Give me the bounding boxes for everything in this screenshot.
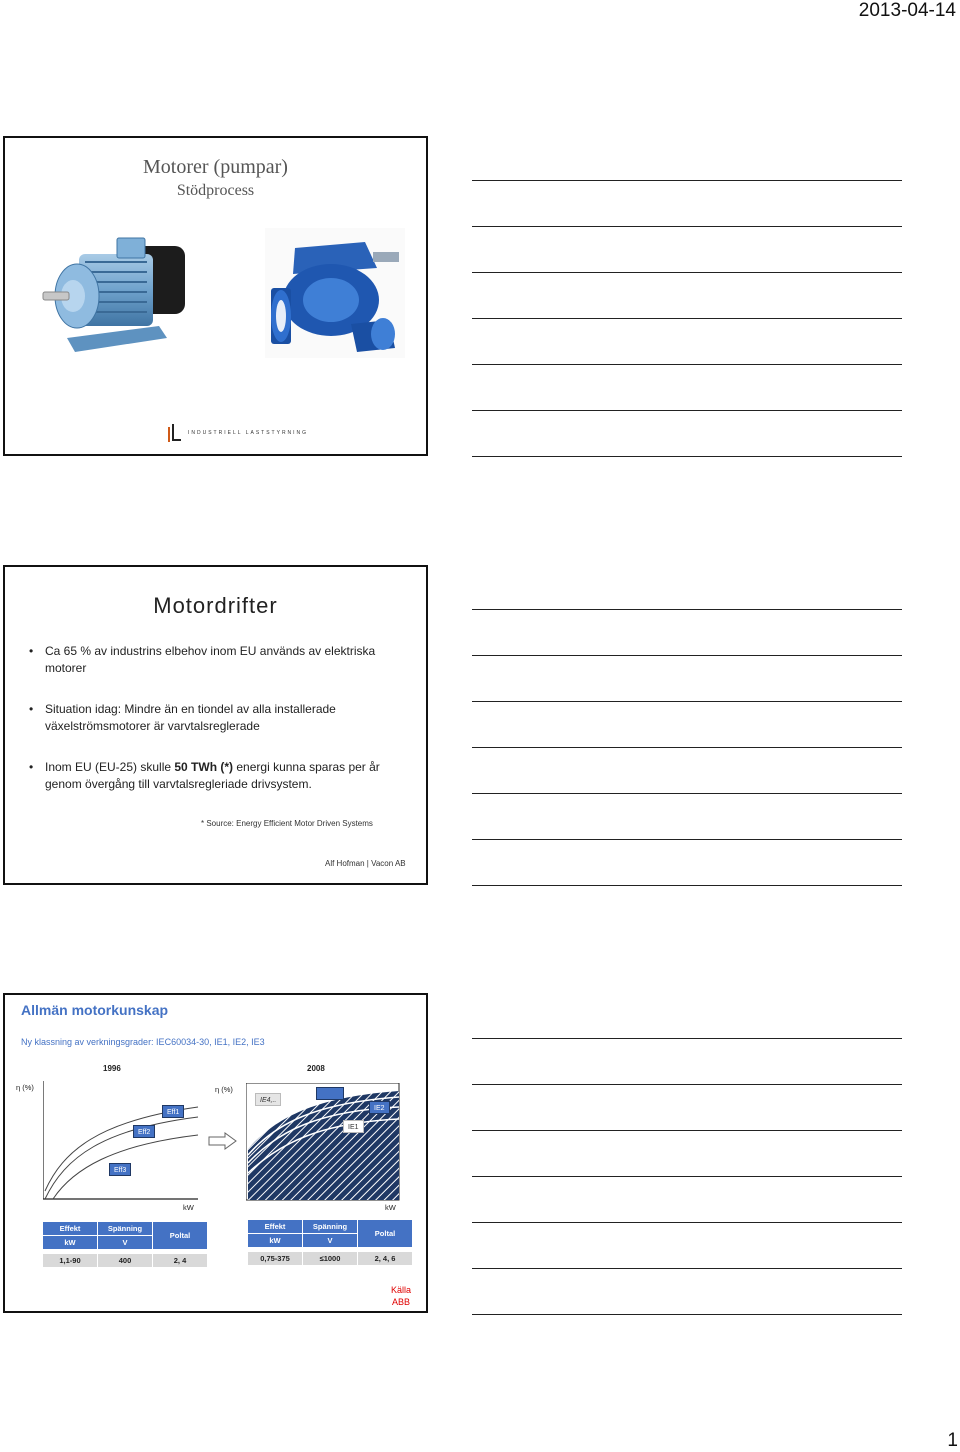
note-line [472, 609, 902, 610]
y-axis-label: η (%) [16, 1083, 34, 1092]
ie2-label: IE2 [369, 1101, 390, 1114]
centrifugal-pump-photo [265, 228, 405, 358]
note-line [472, 226, 902, 227]
note-line [472, 456, 902, 457]
header-cell: Spänning [98, 1222, 153, 1236]
note-line [472, 885, 902, 886]
ie4-label: IE4,.. [255, 1093, 281, 1106]
header-cell: kW [43, 1236, 98, 1250]
header-cell: Effekt [43, 1222, 98, 1236]
note-line [472, 272, 902, 273]
bullet-list [29, 643, 414, 817]
year-1996: 1996 [103, 1064, 121, 1073]
arrow-right-icon [208, 1132, 238, 1150]
note-line [472, 410, 902, 411]
header-cell: V [303, 1234, 358, 1248]
x-axis-label: kW [385, 1203, 396, 1212]
note-line [472, 180, 902, 181]
efficiency-chart-1996 [43, 1081, 199, 1201]
eff1-label: Eff1 [162, 1105, 184, 1118]
source-label: Källa ABB [391, 1285, 412, 1307]
logo-mark-icon [168, 424, 182, 442]
note-line [472, 318, 902, 319]
page-number: 1 [947, 1430, 958, 1451]
bullet-item: • Situation idag: Mindre än en tiondel av alla installerade växelströmsmotorer är varvtalsreglerade [29, 701, 414, 735]
table-cell: 0,75-375 [248, 1252, 303, 1266]
header-cell: Spänning [303, 1220, 358, 1234]
note-line [472, 364, 902, 365]
header-cell: Effekt [248, 1220, 303, 1234]
note-line [472, 1084, 902, 1085]
table-cell: ≤1000 [303, 1252, 358, 1266]
spec-table-2008 [247, 1219, 413, 1266]
table-cell: 400 [98, 1254, 153, 1268]
slide-allman-motorkunskap [3, 993, 428, 1313]
header-cell: Poltal [358, 1220, 413, 1248]
header-cell: V [98, 1236, 153, 1250]
x-axis-label: kW [183, 1203, 194, 1212]
table-cell: 2, 4 [153, 1254, 208, 1268]
note-line [472, 701, 902, 702]
header-cell: Poltal [153, 1222, 208, 1250]
slide-title: Motorer (pumpar) [143, 156, 288, 178]
spec-table-1996 [42, 1221, 208, 1268]
slide-title: Motordrifter [153, 593, 278, 618]
note-line [472, 655, 902, 656]
company-logo [168, 424, 308, 442]
y-axis-label: η (%) [215, 1085, 233, 1094]
slide-subtitle: Stödprocess [176, 182, 255, 199]
electric-motor-photo [39, 234, 189, 360]
slide-title: Allmän motorkunskap [21, 1002, 169, 1018]
note-line [472, 1038, 902, 1039]
slide-subtitle: Ny klassning av verkningsgrader: IEC60034-30, IE1, IE2, IE3 [21, 1037, 265, 1047]
savings-highlight: 50 TWh (*) [174, 760, 234, 774]
table-cell: 2, 4, 6 [358, 1252, 413, 1266]
year-2008: 2008 [307, 1064, 325, 1073]
header-cell: kW [248, 1234, 303, 1248]
note-line [472, 793, 902, 794]
note-line [472, 1130, 902, 1131]
note-line [472, 747, 902, 748]
slide-motorer-pumpar [3, 136, 428, 456]
bullet-item: • Inom EU (EU-25) skulle 50 TWh (*) energi kunna sparas per år genom övergång till varvtalsregleriade drivsystem. [29, 759, 414, 793]
note-line [472, 839, 902, 840]
table-cell: 1,1-90 [43, 1254, 98, 1268]
source-note: * Source: Energy Efficient Motor Driven Systems [201, 819, 373, 828]
note-line [472, 1314, 902, 1315]
logo-text: INDUSTRIELL LASTSTYRNING [188, 430, 309, 436]
slide-motordrifter [3, 565, 428, 885]
note-line [472, 1222, 902, 1223]
note-line [472, 1176, 902, 1177]
page-date: 2013-04-14 [858, 0, 956, 21]
bullet-item: • Ca 65 % av industrins elbehov inom EU används av elektriska motorer [29, 643, 414, 677]
ie1-label: IE1 [343, 1120, 364, 1133]
eff3-label: Eff3 [109, 1163, 131, 1176]
slide-footer: Alf Hofman | Vacon AB [325, 859, 406, 868]
ie3-label [316, 1087, 344, 1100]
note-line [472, 1268, 902, 1269]
eff2-label: Eff2 [133, 1125, 155, 1138]
